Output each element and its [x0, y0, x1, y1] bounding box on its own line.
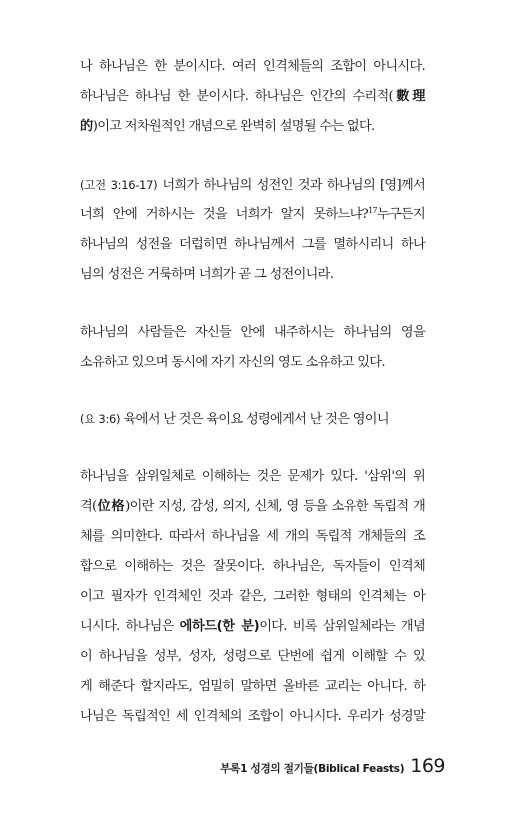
text-span: 하나님은 하나님 한 분이시다. 하나님은 인간의 수리적(: [80, 89, 394, 104]
text-line: [80, 200, 425, 230]
text-line: [80, 612, 425, 642]
text-span: 니시다. 하나님은: [80, 619, 180, 634]
text-line: [80, 170, 425, 200]
paragraph-3: [80, 462, 425, 732]
text-line: 체를 의미한다. 따라서 하나님을 세 개의 독립적 개체들의 조: [80, 529, 425, 544]
hanja-text: 數理: [393, 89, 426, 104]
text-line: 게 해준다 할지라도, 엄밀히 말하면 올바른 교리는 아니다. 하: [80, 679, 425, 694]
text-span: 너희 안에 거하시는 것을 너희가 알지 못하느냐?: [80, 207, 369, 222]
text-line: [80, 112, 425, 142]
text-line: 이고 필자가 인격체인 것과 같은, 그러한 형태의 인격체는 아: [80, 589, 425, 604]
emphasis-text: 에하드(한 분): [179, 619, 260, 634]
text-line: [80, 82, 425, 112]
verse-quote-1: [80, 170, 425, 290]
verse-reference: (고전 3:16-17): [80, 178, 158, 192]
text-line: 소유하고 있으며 동시에 자기 자신의 영도 소유하고 있다.: [80, 355, 385, 370]
text-line: 이 하나님을 성부, 성자, 성령으로 단번에 쉽게 이해할 수 있: [80, 649, 425, 664]
text-line: 하나님을 삼위일체로 이해하는 것은 문제가 있다. '삼위'의 위: [80, 469, 425, 484]
paragraph-2: [80, 318, 425, 378]
page-footer: [220, 755, 445, 783]
paragraph-1: [80, 52, 425, 142]
text-line: 합으로 이해하는 것은 잘못이다. 하나님은, 독자들이 인격체: [80, 559, 425, 574]
text-span: 격(: [80, 499, 97, 514]
text-span: 이다. 비록 삼위일체라는 개념: [259, 619, 426, 634]
text-span: )이고 저차원적인 개념으로 완벽히 설명될 수는 없다.: [92, 119, 375, 134]
verse-reference: (요 3:6): [80, 412, 121, 426]
text-span: 누구든지: [376, 207, 425, 222]
verse-number: 17: [368, 206, 377, 215]
hanja-text: 的: [80, 119, 93, 134]
page-number: 169: [410, 755, 445, 777]
text-span: )이란 지성, 감성, 의지, 신체, 영 등을 소유한 독립적 개: [125, 499, 425, 514]
text-span: 육에서 난 것은 육이요 성령에게서 난 것은 영이니: [120, 412, 389, 427]
text-line: 하나님의 사람들은 자신들 안에 내주하시는 하나님의 영을: [80, 325, 425, 340]
text-line: 나님은 독립적인 세 인격체의 조합이 아니시다. 우리가 성경말: [80, 709, 425, 724]
text-line: 님의 성전은 거룩하며 너희가 곧 그 성전이니라.: [80, 267, 334, 282]
hanja-text: 位格: [96, 499, 126, 514]
text-line: 나 하나님은 한 분이시다. 여러 인격체들의 조합이 아니시다.: [80, 59, 425, 74]
verse-quote-2: [80, 404, 425, 434]
text-line: 하나님의 성전을 더럽히면 하나님께서 그를 멸하시리니 하나: [80, 237, 425, 252]
text-line: [80, 492, 425, 522]
text-span: 너희가 하나님의 성전인 것과 하나님의 [영]께서: [157, 178, 425, 193]
running-footer-title: 부록1 성경의 절기들(Biblical Feasts): [220, 763, 405, 775]
text-line: [80, 404, 425, 434]
